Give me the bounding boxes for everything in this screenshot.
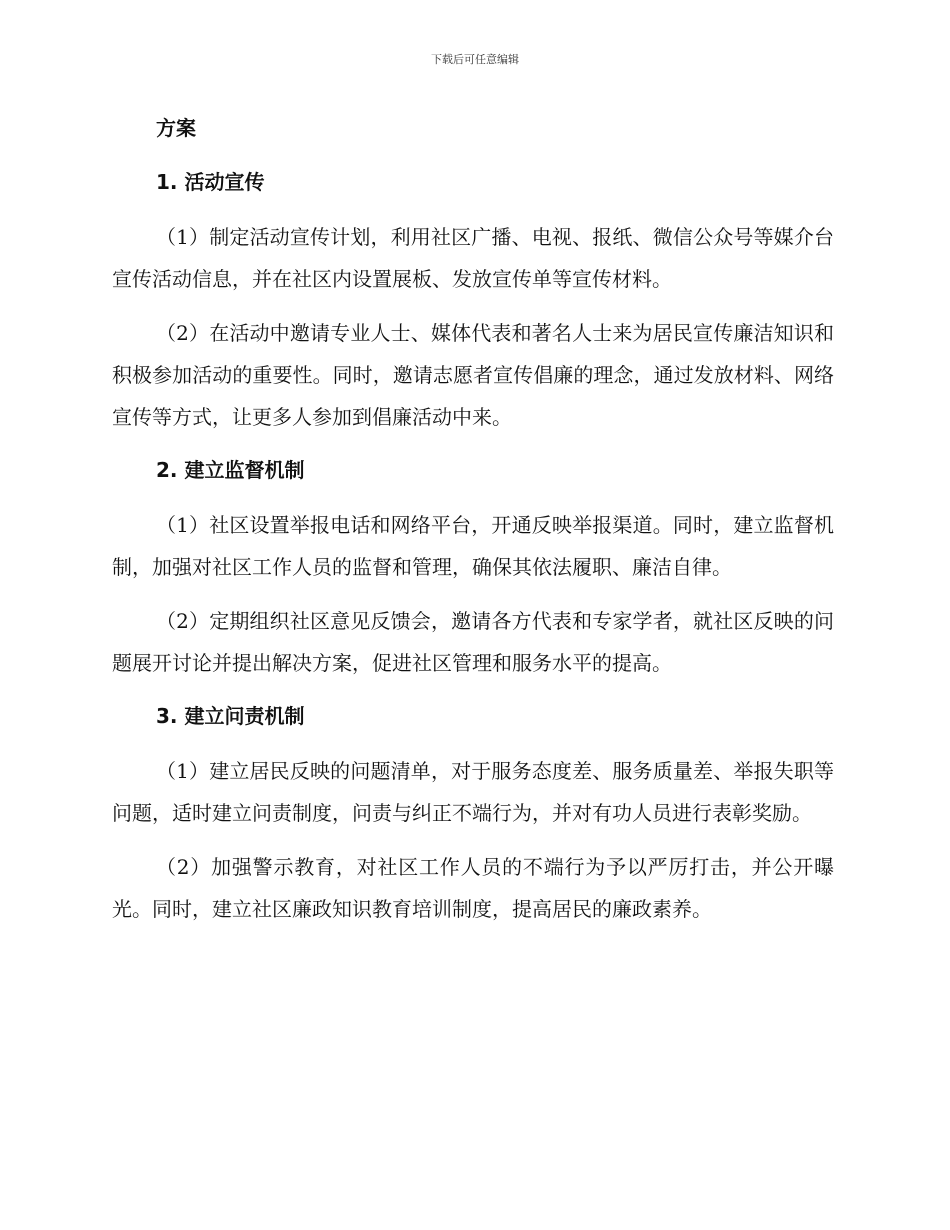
paragraph: （2）加强警示教育，对社区工作人员的不端行为予以严厉打击，并公开曝光。同时，建立社区廉政知识教育培训制度，提高居民的廉政素养。	[112, 855, 834, 921]
paragraph: （1）制定活动宣传计划，利用社区广播、电视、报纸、微信公众号等媒介台宣传活动信息，并在社区内设置展板、发放宣传单等宣传材料。	[112, 225, 834, 291]
document-body	[112, 108, 834, 942]
paragraph: （2）在活动中邀请专业人士、媒体代表和著名人士来为居民宣传廉洁知识和积极参加活动的重要性。同时，邀请志愿者宣传倡廉的理念，通过发放材料、网络宣传等方式，让更多人参加到倡廉活动中来。	[112, 321, 834, 429]
section-heading: 3. 建立问责机制	[156, 704, 305, 728]
section-supervision-mechanism	[112, 450, 834, 684]
section-heading: 2. 建立监督机制	[156, 458, 305, 482]
paragraph: （2）定期组织社区意见反馈会，邀请各方代表和专家学者，就社区反映的问题展开讨论并提出解决方案，促进社区管理和服务水平的提高。	[112, 609, 834, 675]
section-accountability-mechanism	[112, 696, 834, 930]
paragraph: （1）社区设置举报电话和网络平台，开通反映举报渠道。同时，建立监督机制，加强对社区工作人员的监督和管理，确保其依法履职、廉洁自律。	[112, 513, 834, 579]
paragraph: （1）建立居民反映的问题清单，对于服务态度差、服务质量差、举报失职等问题，适时建立问责制度，问责与纠正不端行为，并对有功人员进行表彰奖励。	[112, 759, 834, 825]
document-title: 方案	[156, 116, 196, 140]
section-heading: 1. 活动宣传	[156, 170, 265, 194]
page-header-note: 下载后可任意编辑	[431, 53, 519, 66]
section-activity-promotion	[112, 162, 834, 438]
